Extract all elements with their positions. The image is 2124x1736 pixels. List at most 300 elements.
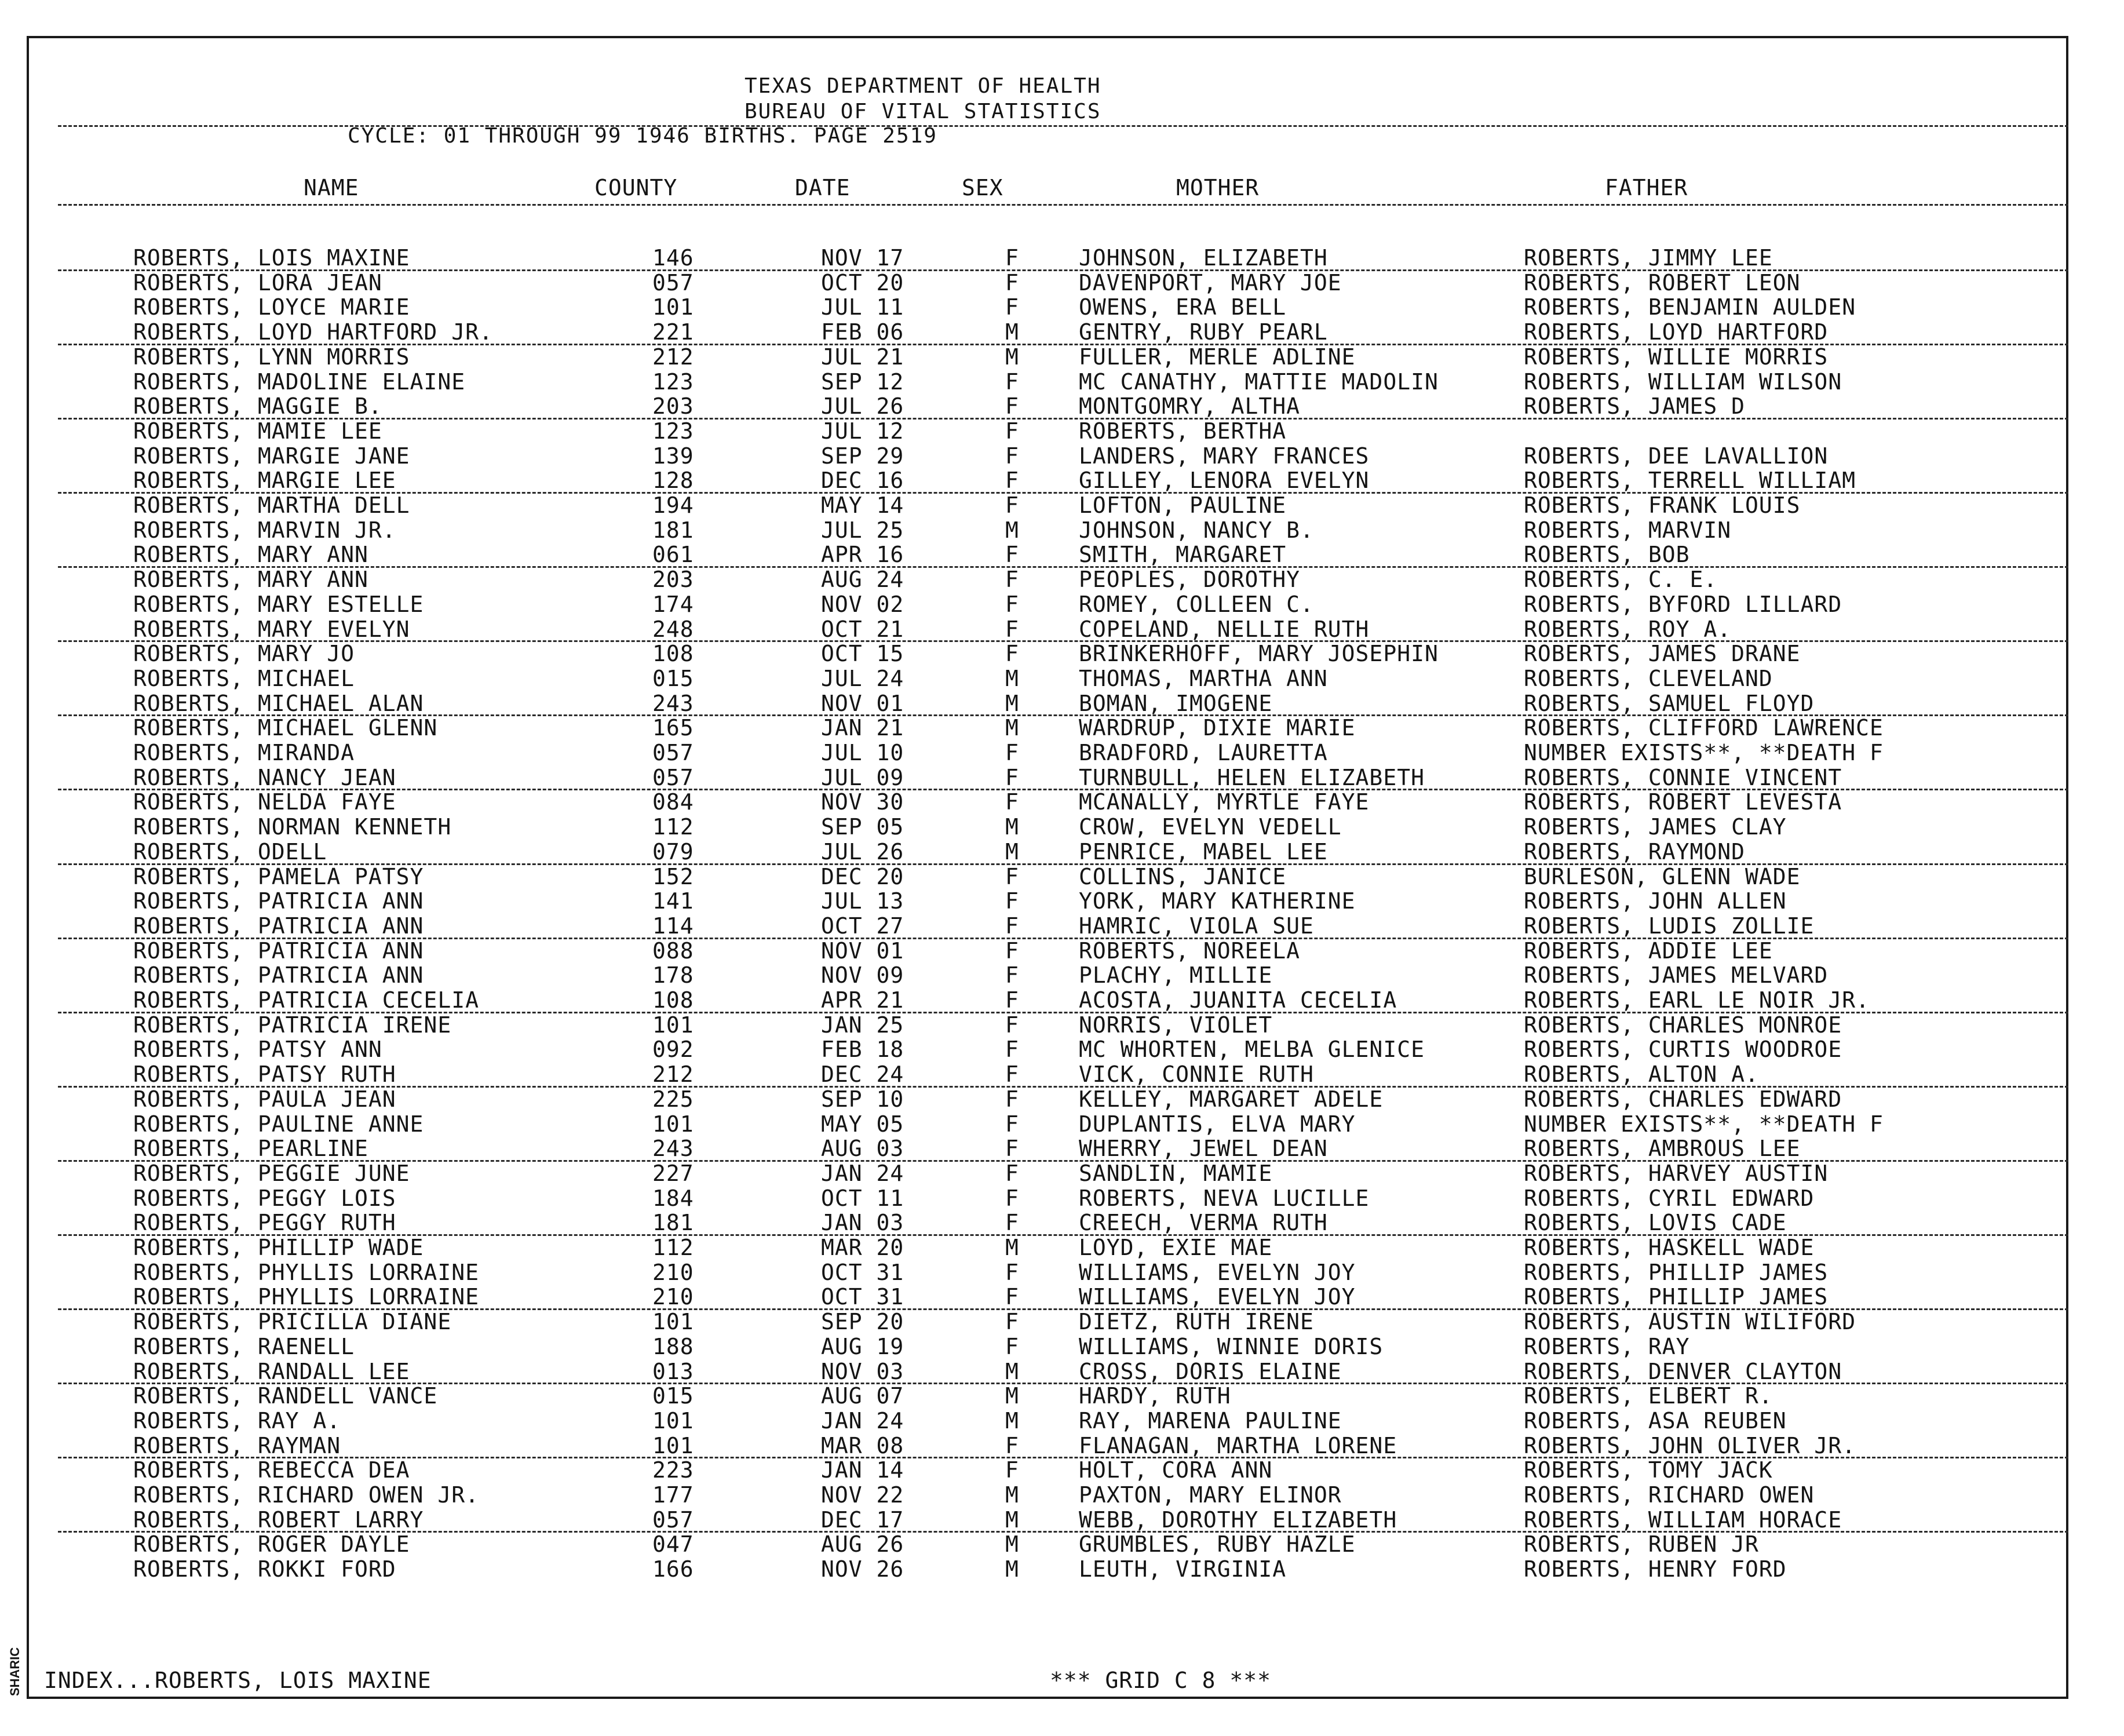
cell-father: ROBERTS, CLEVELAND <box>1524 665 1773 691</box>
cell-county: 243 <box>652 1136 694 1162</box>
cell-mother: GRUMBLES, RUBY HAZLE <box>1079 1531 1356 1558</box>
cell-sex: F <box>1005 789 1019 815</box>
cell-mother: LOFTON, PAULINE <box>1079 493 1287 518</box>
cell-sex: M <box>1005 838 1019 865</box>
cell-county: 108 <box>652 987 694 1013</box>
table-row <box>29 419 2066 444</box>
cell-father: ROBERTS, JOHN OLIVER JR. <box>1524 1432 1856 1458</box>
cell-mother: BRADFORD, LAURETTA <box>1079 740 1328 765</box>
cell-mother: PENRICE, MABEL LEE <box>1079 838 1328 865</box>
cell-county: 084 <box>652 789 694 815</box>
table-row <box>29 815 2066 840</box>
column-header-date: DATE <box>795 175 851 200</box>
cell-mother: YORK, MARY KATHERINE <box>1079 888 1356 914</box>
cell-mother: NORRIS, VIOLET <box>1079 1012 1273 1038</box>
cell-sex: F <box>1005 1185 1019 1211</box>
cell-mother: DUPLANTIS, ELVA MARY <box>1079 1111 1356 1137</box>
cell-mother: TURNBULL, HELEN ELIZABETH <box>1079 764 1425 790</box>
cell-county: 013 <box>652 1358 694 1384</box>
table-row <box>29 1161 2066 1186</box>
cell-date: JAN 21 <box>821 715 904 741</box>
cell-county: 123 <box>652 369 694 395</box>
cell-name: ROBERTS, PEARLINE <box>133 1136 368 1162</box>
cell-mother: WARDRUP, DIXIE MARIE <box>1079 715 1356 741</box>
table-row <box>29 1087 2066 1112</box>
cell-date: DEC 20 <box>821 863 904 889</box>
cell-date: AUG 07 <box>821 1383 904 1409</box>
cell-date: NOV 30 <box>821 789 904 815</box>
cell-county: 188 <box>652 1333 694 1359</box>
cell-county: 108 <box>652 641 694 667</box>
cell-name: ROBERTS, ODELL <box>133 838 327 865</box>
cell-sex: F <box>1005 938 1019 964</box>
cell-county: 221 <box>652 319 694 345</box>
cell-sex: F <box>1005 913 1019 939</box>
cell-name: ROBERTS, ROKKI FORD <box>133 1556 396 1582</box>
table-row <box>29 345 2066 370</box>
cell-name: ROBERTS, NELDA FAYE <box>133 789 396 815</box>
cell-father: ROBERTS, TERRELL WILLIAM <box>1524 468 1856 494</box>
cell-county: 194 <box>652 493 694 518</box>
cell-sex: F <box>1005 369 1019 395</box>
cell-mother: OWENS, ERA BELL <box>1079 294 1287 320</box>
cell-father: ROBERTS, JAMES DRANE <box>1524 641 1801 667</box>
table-row <box>29 641 2066 666</box>
cell-mother: COLLINS, JANICE <box>1079 863 1287 889</box>
cell-name: ROBERTS, MARY EVELYN <box>133 616 410 642</box>
cell-county: 112 <box>652 1235 694 1260</box>
cell-father: ROBERTS, LOYD HARTFORD <box>1524 319 1829 345</box>
cell-sex: F <box>1005 1111 1019 1137</box>
cell-date: JAN 03 <box>821 1210 904 1236</box>
cell-sex: F <box>1005 245 1019 271</box>
table-row <box>29 1210 2066 1235</box>
cell-mother: WILLIAMS, WINNIE DORIS <box>1079 1333 1384 1359</box>
cell-father: ROBERTS, HARVEY AUSTIN <box>1524 1160 1829 1186</box>
cell-name: ROBERTS, ROBERT LARRY <box>133 1507 424 1533</box>
table-row <box>29 1235 2066 1260</box>
table-row <box>29 542 2066 567</box>
cell-mother: PEOPLES, DOROTHY <box>1079 567 1301 593</box>
cell-mother: LEUTH, VIRGINIA <box>1079 1556 1287 1582</box>
cell-date: JUL 10 <box>821 740 904 765</box>
cell-sex: F <box>1005 269 1019 296</box>
cell-name: ROBERTS, LOYD HARTFORD JR. <box>133 319 493 345</box>
cell-name: ROBERTS, MARGIE LEE <box>133 468 396 494</box>
cell-date: OCT 20 <box>821 269 904 296</box>
cell-date: DEC 17 <box>821 1507 904 1533</box>
cell-sex: F <box>1005 1432 1019 1458</box>
column-header-name: NAME <box>304 175 359 200</box>
cell-date: SEP 05 <box>821 814 904 840</box>
cell-sex: F <box>1005 1086 1019 1112</box>
cell-mother: BOMAN, IMOGENE <box>1079 690 1273 716</box>
cell-name: ROBERTS, PHYLLIS LORRAINE <box>133 1259 479 1285</box>
cell-sex: F <box>1005 418 1019 444</box>
table-row <box>29 1136 2066 1161</box>
cell-sex: M <box>1005 814 1019 840</box>
cell-county: 112 <box>652 814 694 840</box>
cell-county: 101 <box>652 1432 694 1458</box>
cell-father: ROBERTS, LUDIS ZOLLIE <box>1524 913 1815 939</box>
cell-county: 057 <box>652 740 694 765</box>
cell-sex: M <box>1005 690 1019 716</box>
cell-sex: F <box>1005 294 1019 320</box>
table-row <box>29 1508 2066 1533</box>
table-row <box>29 790 2066 815</box>
cell-father: ROBERTS, EARL LE NOIR JR. <box>1524 987 1870 1013</box>
cell-date: NOV 09 <box>821 962 904 989</box>
cell-father: ROBERTS, RICHARD OWEN <box>1524 1482 1815 1508</box>
cell-father: ROBERTS, WILLIAM HORACE <box>1524 1507 1842 1533</box>
cell-father: ROBERTS, CLIFFORD LAWRENCE <box>1524 715 1884 741</box>
cell-sex: M <box>1005 1556 1019 1582</box>
cell-sex: F <box>1005 493 1019 518</box>
cell-date: FEB 18 <box>821 1037 904 1063</box>
cell-county: 047 <box>652 1531 694 1558</box>
table-row <box>29 691 2066 716</box>
cell-father: ROBERTS, ALTON A. <box>1524 1062 1759 1088</box>
cell-county: 166 <box>652 1556 694 1582</box>
cell-mother: PLACHY, MILLIE <box>1079 962 1273 989</box>
side-label: SHARIC <box>8 1647 22 1697</box>
cell-name: ROBERTS, MARVIN JR. <box>133 517 396 543</box>
cell-mother: ROMEY, COLLEEN C. <box>1079 591 1314 617</box>
cell-father: ROBERTS, ADDIE LEE <box>1524 938 1773 964</box>
cell-name: ROBERTS, MARY JO <box>133 641 355 667</box>
cell-sex: M <box>1005 1407 1019 1434</box>
cell-mother: DAVENPORT, MARY JOE <box>1079 269 1342 296</box>
cell-name: ROBERTS, PAULA JEAN <box>133 1086 396 1112</box>
cell-county: 123 <box>652 418 694 444</box>
cell-county: 177 <box>652 1482 694 1508</box>
cell-mother: SMITH, MARGARET <box>1079 542 1287 568</box>
cell-mother: PAXTON, MARY ELINOR <box>1079 1482 1342 1508</box>
cell-name: ROBERTS, PATRICIA IRENE <box>133 1012 452 1038</box>
table-row <box>29 988 2066 1013</box>
cell-date: OCT 15 <box>821 641 904 667</box>
table-row <box>29 716 2066 741</box>
cell-name: ROBERTS, MARY ESTELLE <box>133 591 424 617</box>
cell-father: ROBERTS, AMBROUS LEE <box>1524 1136 1801 1162</box>
table-row <box>29 295 2066 320</box>
cell-date: MAY 14 <box>821 493 904 518</box>
cell-date: FEB 06 <box>821 319 904 345</box>
cell-sex: F <box>1005 1062 1019 1088</box>
cell-name: ROBERTS, PATRICIA ANN <box>133 938 424 964</box>
cell-sex: F <box>1005 1309 1019 1335</box>
table-row <box>29 1112 2066 1137</box>
cell-date: SEP 12 <box>821 369 904 395</box>
column-header-county: COUNTY <box>594 175 678 200</box>
cell-county: 141 <box>652 888 694 914</box>
cell-date: JUL 24 <box>821 665 904 691</box>
column-header-father: FATHER <box>1605 175 1688 200</box>
cell-name: ROBERTS, LORA JEAN <box>133 269 382 296</box>
cell-mother: ACOSTA, JUANITA CECELIA <box>1079 987 1397 1013</box>
cell-county: 128 <box>652 468 694 494</box>
cell-mother: JOHNSON, ELIZABETH <box>1079 245 1328 271</box>
cell-date: APR 16 <box>821 542 904 568</box>
cell-date: JUL 13 <box>821 888 904 914</box>
cell-date: OCT 11 <box>821 1185 904 1211</box>
cell-father: ROBERTS, DENVER CLAYTON <box>1524 1358 1842 1384</box>
cell-date: JUL 21 <box>821 344 904 370</box>
table-row <box>29 1359 2066 1384</box>
cell-name: ROBERTS, MADOLINE ELAINE <box>133 369 466 395</box>
cell-county: 146 <box>652 245 694 271</box>
cell-mother: HARDY, RUTH <box>1079 1383 1231 1409</box>
header-cycle-line: CYCLE: 01 THROUGH 99 1946 BIRTHS. PAGE 2519 <box>348 124 937 148</box>
cell-date: NOV 26 <box>821 1556 904 1582</box>
cell-father: ROBERTS, CHARLES EDWARD <box>1524 1086 1842 1112</box>
cell-father: ROBERTS, ROY A. <box>1524 616 1732 642</box>
cell-county: 210 <box>652 1284 694 1310</box>
table-row <box>29 1260 2066 1285</box>
cell-name: ROBERTS, LYNN MORRIS <box>133 344 410 370</box>
cell-sex: F <box>1005 1136 1019 1162</box>
cell-county: 015 <box>652 1383 694 1409</box>
cell-sex: F <box>1005 1259 1019 1285</box>
cell-county: 114 <box>652 913 694 939</box>
cell-mother: FLANAGAN, MARTHA LORENE <box>1079 1432 1397 1458</box>
cell-county: 212 <box>652 344 694 370</box>
cell-name: ROBERTS, ROGER DAYLE <box>133 1531 410 1558</box>
cell-mother: CREECH, VERMA RUTH <box>1079 1210 1328 1236</box>
table-row <box>29 370 2066 395</box>
cell-county: 057 <box>652 269 694 296</box>
cell-date: JAN 24 <box>821 1160 904 1186</box>
cell-county: 223 <box>652 1457 694 1483</box>
cell-sex: M <box>1005 344 1019 370</box>
cell-sex: F <box>1005 1012 1019 1038</box>
cell-father: ROBERTS, CHARLES MONROE <box>1524 1012 1842 1038</box>
cell-father: ROBERTS, ASA REUBEN <box>1524 1407 1787 1434</box>
cell-mother: JOHNSON, NANCY B. <box>1079 517 1314 543</box>
cell-mother: GENTRY, RUBY PEARL <box>1079 319 1328 345</box>
table-row <box>29 592 2066 617</box>
footer-grid: *** GRID C 8 *** <box>1050 1668 1272 1693</box>
document-frame <box>27 36 2068 1699</box>
cell-county: 165 <box>652 715 694 741</box>
cell-mother: GILLEY, LENORA EVELYN <box>1079 468 1370 494</box>
cell-mother: HAMRIC, VIOLA SUE <box>1079 913 1314 939</box>
cell-mother: CROW, EVELYN VEDELL <box>1079 814 1342 840</box>
cell-county: 079 <box>652 838 694 865</box>
table-row <box>29 444 2066 469</box>
cell-sex: F <box>1005 542 1019 568</box>
cell-name: ROBERTS, PATRICIA ANN <box>133 913 424 939</box>
cell-mother: LANDERS, MARY FRANCES <box>1079 443 1370 469</box>
cell-date: JUL 11 <box>821 294 904 320</box>
cell-date: AUG 19 <box>821 1333 904 1359</box>
cell-name: ROBERTS, PAMELA PATSY <box>133 863 424 889</box>
table-row <box>29 889 2066 914</box>
cell-date: DEC 16 <box>821 468 904 494</box>
cell-county: 061 <box>652 542 694 568</box>
cell-date: APR 21 <box>821 987 904 1013</box>
records-table <box>29 38 2066 1697</box>
cell-date: MAR 20 <box>821 1235 904 1260</box>
cell-date: OCT 27 <box>821 913 904 939</box>
cell-name: ROBERTS, PATRICIA ANN <box>133 888 424 914</box>
cell-county: 210 <box>652 1259 694 1285</box>
cell-father: ROBERTS, WILLIE MORRIS <box>1524 344 1829 370</box>
cell-name: ROBERTS, PAULINE ANNE <box>133 1111 424 1137</box>
table-row <box>29 939 2066 964</box>
cell-sex: F <box>1005 468 1019 494</box>
table-row <box>29 394 2066 419</box>
cell-date: JUL 26 <box>821 838 904 865</box>
table-row <box>29 1532 2066 1557</box>
cell-name: ROBERTS, MARY ANN <box>133 542 368 568</box>
cell-sex: F <box>1005 1037 1019 1063</box>
cell-mother: MONTGOMRY, ALTHA <box>1079 393 1301 420</box>
cell-date: JAN 24 <box>821 1407 904 1434</box>
table-row <box>29 1483 2066 1508</box>
cell-name: ROBERTS, PATRICIA CECELIA <box>133 987 479 1013</box>
cell-father: ROBERTS, SAMUEL FLOYD <box>1524 690 1815 716</box>
cell-county: 225 <box>652 1086 694 1112</box>
cell-mother: RAY, MARENA PAULINE <box>1079 1407 1342 1434</box>
table-row <box>29 741 2066 765</box>
cell-sex: F <box>1005 1210 1019 1236</box>
table-row <box>29 914 2066 939</box>
cell-name: ROBERTS, MIRANDA <box>133 740 355 765</box>
table-row <box>29 518 2066 543</box>
table-row <box>29 963 2066 988</box>
cell-mother: WHERRY, JEWEL DEAN <box>1079 1136 1328 1162</box>
cell-date: DEC 24 <box>821 1062 904 1088</box>
cell-county: 092 <box>652 1037 694 1063</box>
cell-name: ROBERTS, MAGGIE B. <box>133 393 382 420</box>
cell-county: 243 <box>652 690 694 716</box>
cell-name: ROBERTS, NORMAN KENNETH <box>133 814 452 840</box>
cell-date: SEP 20 <box>821 1309 904 1335</box>
cell-father: BURLESON, GLENN WADE <box>1524 863 1801 889</box>
cell-name: ROBERTS, MARY ANN <box>133 567 368 593</box>
cell-sex: M <box>1005 665 1019 691</box>
cell-father: ROBERTS, WILLIAM WILSON <box>1524 369 1842 395</box>
cell-sex: F <box>1005 1457 1019 1483</box>
header-line-2: BUREAU OF VITAL STATISTICS <box>745 100 1101 123</box>
cell-father: ROBERTS, HASKELL WADE <box>1524 1235 1815 1260</box>
table-row <box>29 1434 2066 1458</box>
cell-sex: M <box>1005 517 1019 543</box>
cell-mother: COPELAND, NELLIE RUTH <box>1079 616 1370 642</box>
cell-sex: F <box>1005 443 1019 469</box>
cell-sex: F <box>1005 863 1019 889</box>
cell-date: NOV 22 <box>821 1482 904 1508</box>
cell-date: AUG 24 <box>821 567 904 593</box>
cell-county: 181 <box>652 1210 694 1236</box>
cell-name: ROBERTS, RAY A. <box>133 1407 341 1434</box>
cell-father: ROBERTS, JAMES CLAY <box>1524 814 1787 840</box>
cell-sex: F <box>1005 641 1019 667</box>
cell-name: ROBERTS, MICHAEL <box>133 665 355 691</box>
cell-mother: DIETZ, RUTH IRENE <box>1079 1309 1314 1335</box>
cell-sex: F <box>1005 1333 1019 1359</box>
cell-father: ROBERTS, ROBERT LEVESTA <box>1524 789 1842 815</box>
table-row <box>29 1186 2066 1211</box>
cell-mother: VICK, CONNIE RUTH <box>1079 1062 1314 1088</box>
cell-date: OCT 31 <box>821 1259 904 1285</box>
cell-mother: WILLIAMS, EVELYN JOY <box>1079 1259 1356 1285</box>
cell-county: 227 <box>652 1160 694 1186</box>
cell-date: JUL 09 <box>821 764 904 790</box>
cell-mother: WILLIAMS, EVELYN JOY <box>1079 1284 1356 1310</box>
cell-name: ROBERTS, PATSY ANN <box>133 1037 382 1063</box>
cell-sex: F <box>1005 764 1019 790</box>
table-row <box>29 320 2066 345</box>
cell-mother: CROSS, DORIS ELAINE <box>1079 1358 1342 1384</box>
cell-county: 181 <box>652 517 694 543</box>
cell-date: NOV 17 <box>821 245 904 271</box>
cell-father: NUMBER EXISTS**, **DEATH F <box>1524 1111 1884 1137</box>
cell-father: ROBERTS, CONNIE VINCENT <box>1524 764 1842 790</box>
table-row <box>29 1037 2066 1062</box>
header-line-1: TEXAS DEPARTMENT OF HEALTH <box>745 74 1101 98</box>
cell-sex: M <box>1005 1531 1019 1558</box>
cell-mother: THOMAS, MARTHA ANN <box>1079 665 1328 691</box>
cell-sex: F <box>1005 393 1019 420</box>
table-row <box>29 1458 2066 1483</box>
cell-name: ROBERTS, RANDALL LEE <box>133 1358 410 1384</box>
cell-name: ROBERTS, MARTHA DELL <box>133 493 410 518</box>
cell-county: 057 <box>652 1507 694 1533</box>
cell-father: NUMBER EXISTS**, **DEATH F <box>1524 740 1884 765</box>
cell-sex: M <box>1005 1482 1019 1508</box>
cell-date: JAN 25 <box>821 1012 904 1038</box>
cell-name: ROBERTS, PEGGY LOIS <box>133 1185 396 1211</box>
cell-county: 203 <box>652 393 694 420</box>
cell-sex: M <box>1005 1358 1019 1384</box>
table-row <box>29 246 2066 271</box>
cell-date: NOV 01 <box>821 690 904 716</box>
table-row <box>29 1384 2066 1409</box>
cell-county: 101 <box>652 294 694 320</box>
table-row <box>29 1334 2066 1359</box>
cell-date: JAN 14 <box>821 1457 904 1483</box>
cell-father: ROBERTS, LOVIS CADE <box>1524 1210 1787 1236</box>
cell-name: ROBERTS, RAYMAN <box>133 1432 341 1458</box>
cell-date: NOV 03 <box>821 1358 904 1384</box>
cell-county: 212 <box>652 1062 694 1088</box>
cell-name: ROBERTS, LOYCE MARIE <box>133 294 410 320</box>
cell-name: ROBERTS, NANCY JEAN <box>133 764 396 790</box>
cell-name: ROBERTS, REBECCA DEA <box>133 1457 410 1483</box>
cell-name: ROBERTS, PATSY RUTH <box>133 1062 396 1088</box>
cell-father: ROBERTS, CURTIS WOODROE <box>1524 1037 1842 1063</box>
cell-father: ROBERTS, JIMMY LEE <box>1524 245 1773 271</box>
table-row <box>29 765 2066 790</box>
cell-county: 248 <box>652 616 694 642</box>
cell-name: ROBERTS, RANDELL VANCE <box>133 1383 438 1409</box>
cell-mother: ROBERTS, BERTHA <box>1079 418 1287 444</box>
cell-mother: LOYD, EXIE MAE <box>1079 1235 1273 1260</box>
cell-sex: F <box>1005 616 1019 642</box>
cell-father: ROBERTS, PHILLIP JAMES <box>1524 1259 1829 1285</box>
cell-name: ROBERTS, RAENELL <box>133 1333 355 1359</box>
table-row <box>29 666 2066 691</box>
cell-mother: HOLT, CORA ANN <box>1079 1457 1273 1483</box>
cell-sex: F <box>1005 1160 1019 1186</box>
cell-date: JUL 25 <box>821 517 904 543</box>
cell-name: ROBERTS, MICHAEL GLENN <box>133 715 438 741</box>
cell-county: 101 <box>652 1012 694 1038</box>
cell-name: ROBERTS, MARGIE JANE <box>133 443 410 469</box>
cell-date: NOV 01 <box>821 938 904 964</box>
